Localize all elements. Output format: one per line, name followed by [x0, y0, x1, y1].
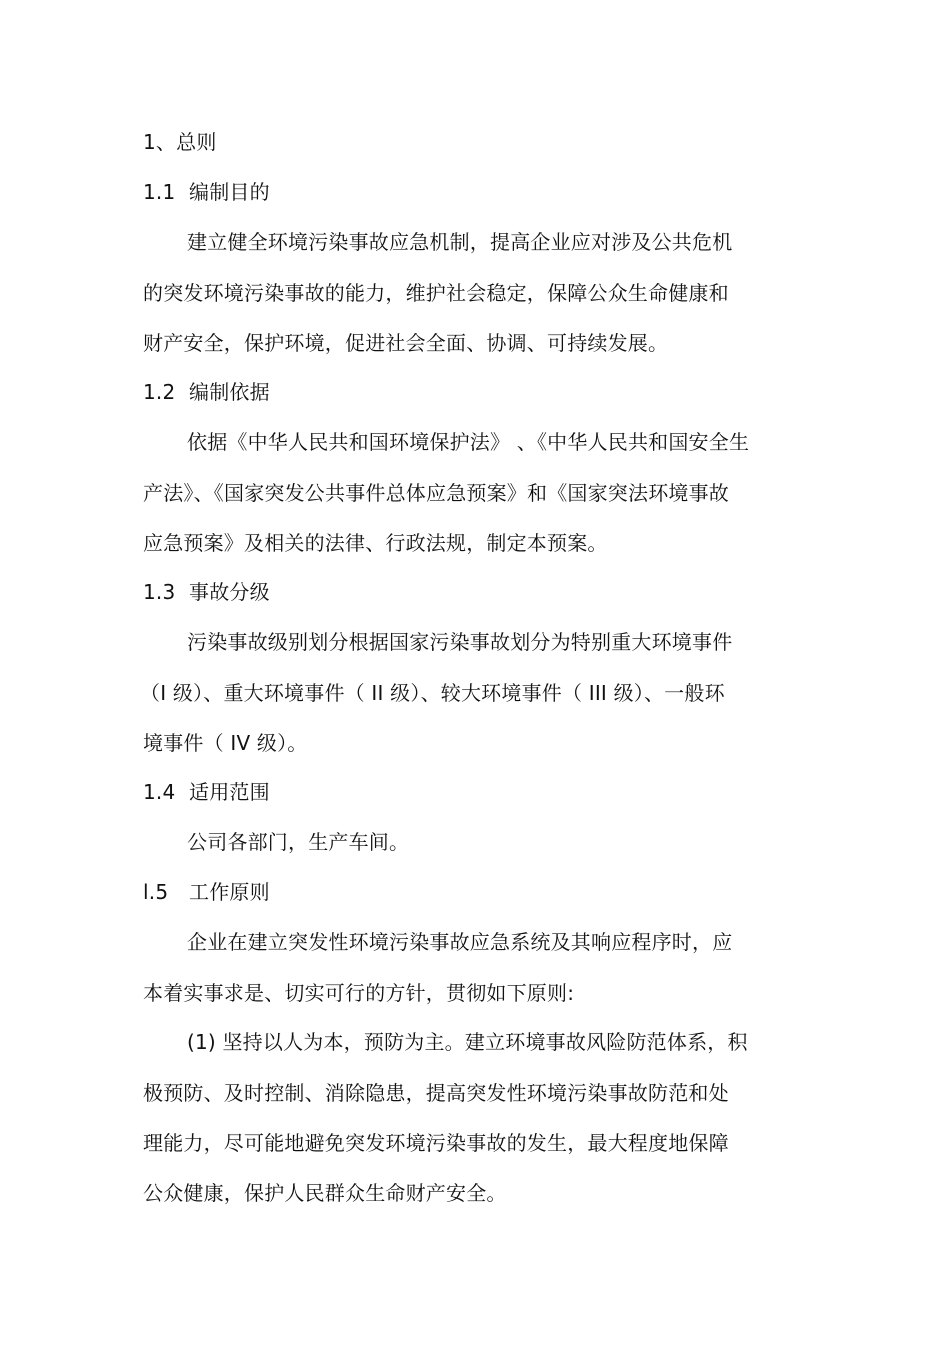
subsection-title: 事故分级 — [189, 580, 270, 604]
paragraph-line: 的突发环境污染事故的能力，维护社会稳定，保障公众生命健康和 — [143, 281, 729, 305]
list-item-line: 公众健康，保护人民群众生命财产安全。 — [143, 1181, 507, 1205]
subsection-heading — [143, 179, 270, 205]
paragraph-line: （I 级）、重大环境事件（ II 级）、较大环境事件（ III 级）、一般环 — [140, 681, 725, 705]
section-heading: 1、总则 — [143, 130, 217, 154]
subsection-heading — [143, 779, 270, 805]
list-item-line: 极预防、及时控制、消除隐患，提高突发性环境污染事故防范和处 — [143, 1081, 729, 1105]
paragraph-line: 财产安全，保护环境，促进社会全面、协调、可持续发展。 — [143, 331, 669, 355]
paragraph-line: 本着实事求是、切实可行的方针，贯彻如下原则: — [143, 981, 575, 1005]
subsection-number: 1.1 — [143, 180, 176, 204]
subsection-heading — [143, 579, 270, 605]
subsection-title: 编制目的 — [189, 180, 270, 204]
subsection-title: 工作原则 — [189, 880, 270, 904]
paragraph-line: 公司各部门，生产车间。 — [187, 830, 410, 854]
paragraph-line: 境事件（ IV 级）。 — [143, 731, 308, 755]
subsection-number: 1.3 — [143, 580, 176, 604]
subsection-title: 适用范围 — [189, 780, 270, 804]
subsection-title: 编制依据 — [189, 380, 270, 404]
paragraph-line: 应急预案》及相关的法律、行政法规，制定本预案。 — [143, 531, 608, 555]
subsection-number: 1.2 — [143, 380, 176, 404]
paragraph-line: 企业在建立突发性环境污染事故应急系统及其响应程序时，应 — [187, 930, 733, 954]
subsection-heading — [143, 379, 270, 405]
paragraph-line: 污染事故级别划分根据国家污染事故划分为特别重大环境事件 — [187, 630, 733, 654]
list-item-line: (1) 坚持以人为本，预防为主。建立环境事故风险防范体系，积 — [187, 1030, 748, 1054]
list-item-line: 理能力，尽可能地避免突发环境污染事故的发生，最大程度地保障 — [143, 1131, 729, 1155]
subsection-number: l.5 — [143, 880, 169, 904]
paragraph-line: 依据《中华人民共和国环境保护法》 、《中华人民共和国安全生 — [187, 430, 750, 454]
paragraph-line: 产法》、《国家突发公共事件总体应急预案》和《国家突法环境事故 — [143, 481, 729, 505]
paragraph-line: 建立健全环境污染事故应急机制，提高企业应对涉及公共危机 — [187, 230, 733, 254]
subsection-number: 1.4 — [143, 780, 176, 804]
subsection-heading — [143, 879, 270, 905]
